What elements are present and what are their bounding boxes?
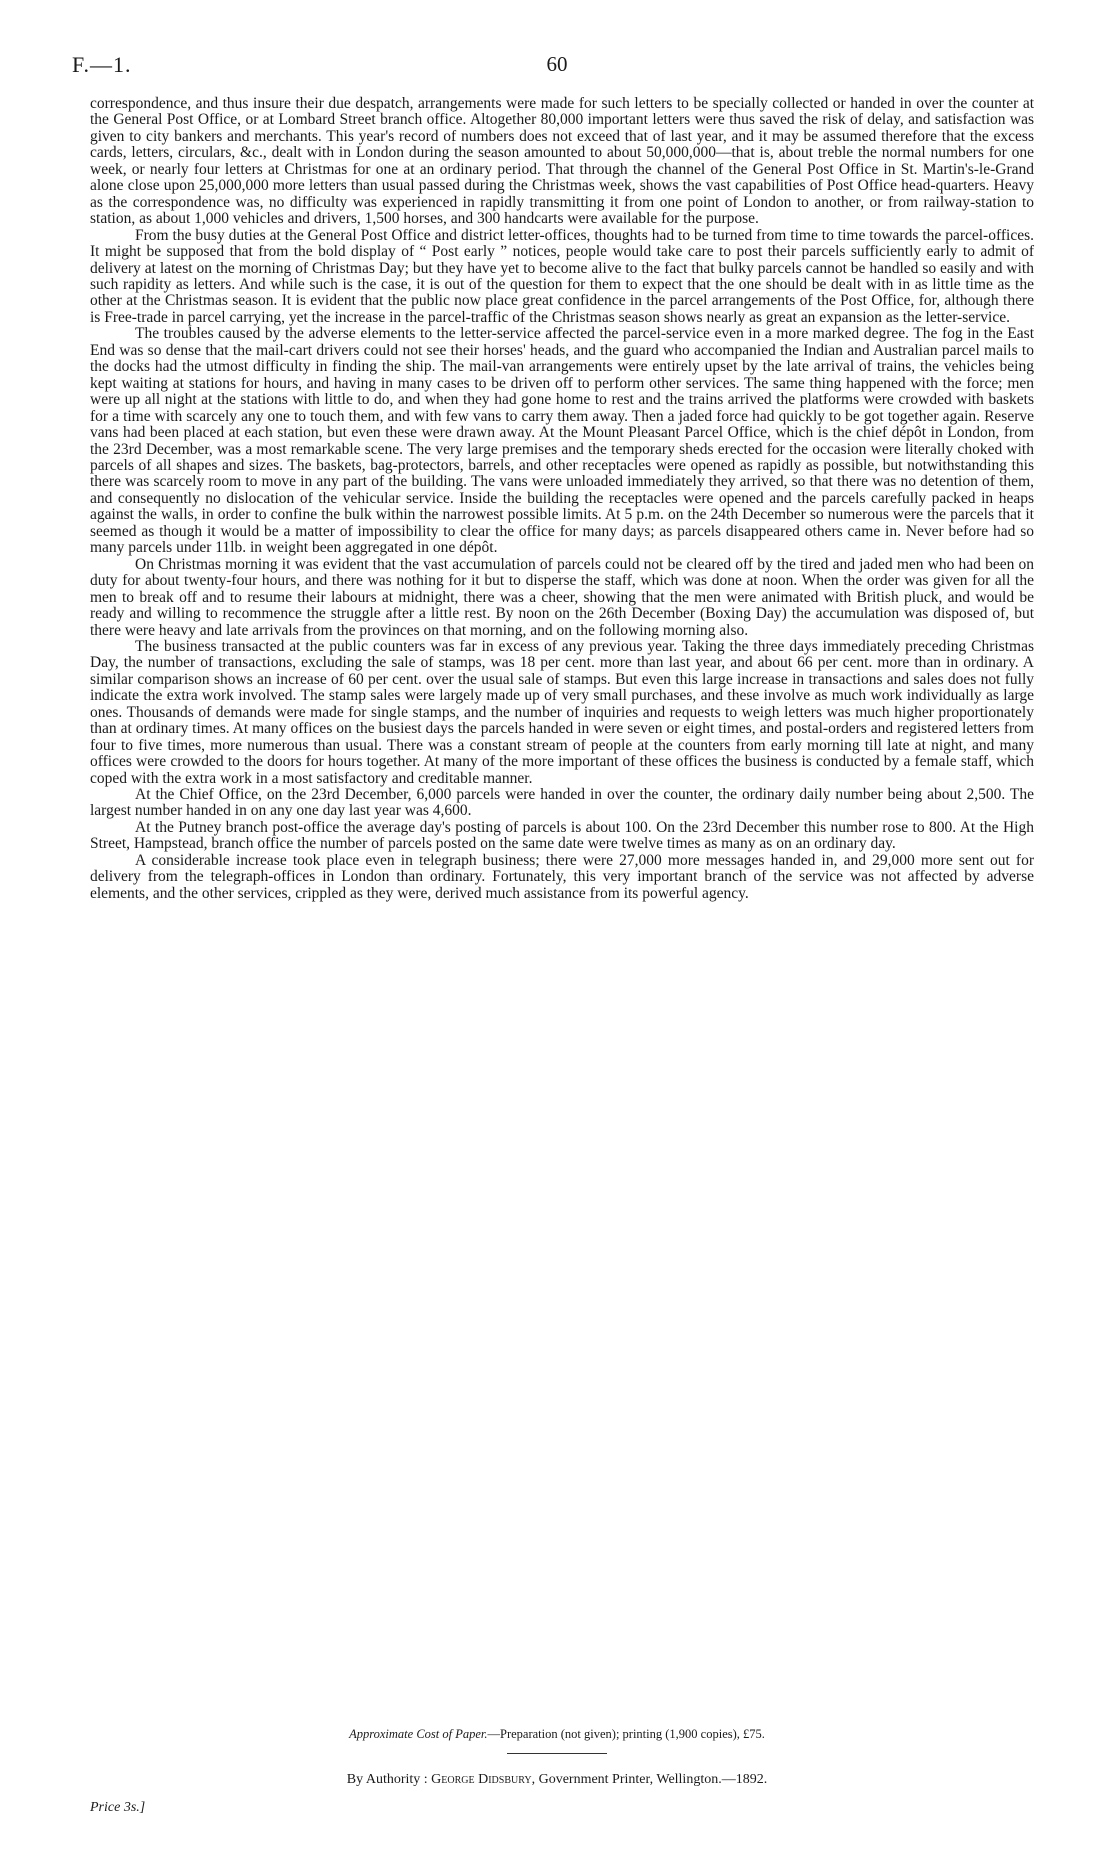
page-number: 60	[546, 52, 568, 76]
paragraph: From the busy duties at the General Post Office and district letter-offices, thoughts had to be turned from time to time towards the parcel-offices. It might be supposed that from the bold display of “ Post early ” notices, people would take care to post their parcels sufficiently early to admit of delivery at latest on the morning of Christmas Day; but they have yet to become alive to the fact that bulky parcels cannot be handled so easily and with such rapidity as letters. And while such is the case, it is out of the question for them to expect that the one should be dealt with in as little time as the other at the Christmas season. It is evident that the public now place great confidence in the parcel arrangements of the Post Office, for, although there is Free-trade in parcel carrying, yet the increase in the parcel-traffic of the Christmas season shows nearly as great an expansion as the letter-service.	[90, 226, 1034, 326]
paragraph: At the Putney branch post-office the average day's posting of parcels is about 100. On the 23rd December this number rose to 800. At the High Street, Hampstead, branch office the number of parcels posted on the same date were twelve times as many as on an ordinary day.	[90, 818, 1034, 853]
paragraph: correspondence, and thus insure their due despatch, arrangements were made for such letters to be specially collected or handed in over the counter at the General Post Office, or at Lombard Street branch office. Altogether 80,000 important letters were thus saved the risk of delay, and satisfaction was given to city bankers and merchants. This year's record of numbers does not exceed that of last year, and it may be assumed therefore that the excess cards, letters, circulars, &c., dealt with in London during the season amounted to about 50,000,000—that is, about treble the normal numbers for one week, or nearly four letters at Christmas for one at an ordinary period. That through the channel of the General Post Office in St. Martin's-le-Grand alone close upon 25,000,000 more letters than usual passed during the Christmas week, shows the vast capabilities of Post Office head-quarters. Heavy as the correspondence was, no difficulty was experienced in rapidly transmitting it from one point of London to another, or from railway-station to station, as about 1,000 vehicles and drivers, 1,500 horses, and 300 handcarts were available for the purpose.	[90, 95, 1034, 228]
printer-name: George Didsbury	[431, 1772, 532, 1787]
price-label: Price 3s.]	[90, 1800, 146, 1815]
authority-suffix: , Government Printer, Wellington.—1892.	[531, 1772, 768, 1787]
paragraph: The troubles caused by the adverse elements to the letter-service affected the parcel-service even in a more marked degree. The fog in the East End was so dense that the mail-cart drivers could not see their horses' heads, and the guard who accompanied the Indian and Australian parcel mails to the docks had the utmost difficulty in finding the ship. The mail-van arrangements were entirely upset by the late arrival of trains, the vehicles being kept waiting at stations for hours, and having in many cases to be driven off to perform other services. The same thing happened with the force; men were up all night at the stations with little to do, and when they had gone home to rest and the trains arrived the platforms were crowded with baskets for a time with scarcely any one to touch them, and with few vans to carry them away. Then a jaded force had quickly to be got together again. Reserve vans had been placed at each station, but even these were drawn away. At the Mount Pleasant Parcel Office, which is the chief dépôt in London, from the 23rd December, was a most remarkable scene. The very large premises and the temporary sheds erected for the occasion were literally choked with parcels of all shapes and sizes. The baskets, bag-protectors, barrels, and other receptacles were opened as rapidly as possible, but notwithstanding this there was scarcely room to move in any part of the building. The vans were unloaded immediately they arrived, so that there was no detention of them, and consequently no dislocation of the vehicular service. Inside the building the receptacles were opened and the parcels carefully packed in heaps against the walls, in order to confine the bulk within the narrowest possible limits. At 5 p.m. on the 24th December so numerous were the parcels that it seemed as though it would be a matter of impossibility to clear the office for many days; as parcels disappeared others came in. Never before had so many parcels under 11lb. in weight been aggregated in one dépôt.	[90, 325, 1034, 557]
cost-label: Approximate Cost of Paper.	[349, 1727, 488, 1741]
paragraph: At the Chief Office, on the 23rd December, 6,000 parcels were handed in over the counter, the ordinary daily number being about 2,500. The largest number handed in on any one day last year was 4,600.	[90, 786, 1034, 820]
footer-divider	[507, 1753, 607, 1754]
paragraph: The business transacted at the public counters was far in excess of any previous year. Taking the three days immediately preceding Christmas Day, the number of transactions, excluding the sale of stamps, was 18 per cent. more than last year, and about 66 per cent. more than in ordinary. A similar comparison shows an increase of 60 per cent. over the usual sale of stamps. But even this large increase in transactions and sales does not fully indicate the extra work involved. The stamp sales were largely made up of very small purchases, and these involve as much work individually as large ones. Thousands of demands were made for single stamps, and the number of inquiries and requests to weigh letters was much higher proportionately than at ordinary times. At many offices on the busiest days the parcels handed in were seven or eight times, and postal-orders and registered letters from four to five times, more numerous than usual. There was a constant stream of people at the counters from early morning till late at night, and many offices were crowded to the doors for hours together. At many of the more important of these offices the business is conducted by a female staff, which coped with the extra work in a most satisfactory and creditable manner.	[90, 637, 1034, 787]
authority-prefix: By Authority :	[346, 1772, 428, 1787]
cost-text: —Preparation (not given); printing (1,900 copies), £75.	[487, 1727, 765, 1741]
page-header	[72, 52, 1042, 82]
cost-note	[0, 1727, 1114, 1742]
printer-imprint	[0, 1772, 1114, 1788]
series-label: F.—1.	[72, 52, 132, 77]
paragraph: On Christmas morning it was evident that the vast accumulation of parcels could not be cleared off by the tired and jaded men who had been on duty for about twenty-four hours, and there was nothing for it but to disperse the staff, which was done at noon. When the order was given for all the men to break off and to resume their labours at midnight, there was a cheer, showing that the men were animated with British pluck, and would be ready and willing to recommence the struggle after a little rest. By noon on the 26th December (Boxing Day) the accumulation was disposed of, but there were heavy and late arrivals from the provinces on that morning, and on the following morning also.	[90, 555, 1034, 639]
paragraph: A considerable increase took place even in telegraph business; there were 27,000 more messages handed in, and 29,000 more sent out for delivery from the telegraph-offices in London than ordinary. Fortunately, this very important branch of the service was not affected by adverse elements, and the other services, crippled as they were, derived much assistance from its powerful agency.	[90, 851, 1034, 902]
body-text	[90, 96, 1034, 902]
